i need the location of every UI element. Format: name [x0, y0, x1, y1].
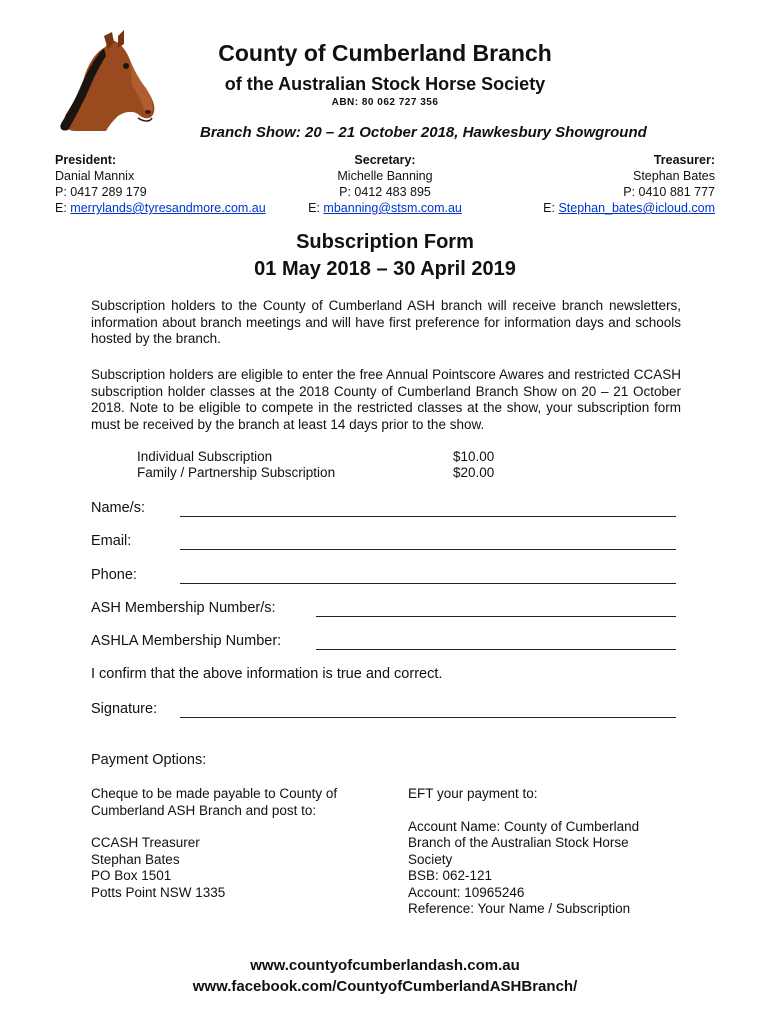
footer-facebook[interactable]: www.facebook.com/CountyofCumberlandASHBranch/ — [192, 978, 578, 995]
intro-paragraph-2: Subscription holders are eligible to enter the free Annual Pointscore Awares and restricted CCASH subscription holder classes at the 2018 County of Cumberland Branch Show on 20 – 21 October 2018. Note to be eligible to compete in the restricted classes at the show, your subscription form must be received by the branch at least 14 days prior to the show. — [91, 367, 681, 432]
footer-website[interactable]: www.countyofcumberlandash.com.au — [250, 957, 520, 974]
secretary-phone: P: 0412 483 895 — [339, 185, 431, 199]
cheque-address-line: PO Box 1501 — [91, 868, 172, 883]
eft-detail-line: BSB: 062-121 — [408, 868, 493, 883]
eft-detail-line: Reference: Your Name / Subscription — [408, 901, 631, 916]
eft-column — [408, 786, 668, 918]
signature-label: Signature: — [91, 701, 158, 717]
president-block — [55, 152, 266, 216]
eft-detail-line: Account Name: County of Cumberland — [408, 818, 640, 834]
payment-options-heading: Payment Options: — [91, 752, 207, 768]
price-amount-individual: $10.00 — [453, 449, 495, 464]
treasurer-role: Treasurer: — [653, 153, 715, 167]
form-title: Subscription Form — [296, 231, 474, 253]
phone-label: Phone: — [91, 567, 137, 583]
cheque-address-line: Potts Point NSW 1335 — [91, 884, 226, 900]
eft-detail-line: Society — [408, 851, 453, 867]
president-role: President: — [55, 153, 117, 167]
branch-show-heading: Branch Show: 20 – 21 October 2018, Hawkesbury Showground — [200, 124, 647, 141]
treasurer-email-prefix: E: — [543, 201, 559, 215]
price-label-individual: Individual Subscription — [137, 449, 273, 464]
names-input-line[interactable] — [180, 516, 676, 517]
ash-number-input-line[interactable] — [316, 616, 676, 617]
president-phone: P: 0417 289 179 — [55, 185, 147, 199]
treasurer-name: Stephan Bates — [632, 169, 715, 183]
email-input-line[interactable] — [180, 549, 676, 550]
confirm-statement: I confirm that the above information is true and correct. — [91, 666, 443, 682]
abn-number: ABN: 80 062 727 356 — [331, 97, 439, 108]
form-period: 01 May 2018 – 30 April 2019 — [254, 258, 516, 280]
price-label-family: Family / Partnership Subscription — [137, 465, 336, 480]
intro-paragraph-1: Subscription holders to the County of Cumberland ASH branch will receive branch newsletters, information about branch meetings and will have first preference for information days and schools hosted by the branch. — [91, 298, 681, 346]
ash-number-label: ASH Membership Number/s: — [91, 600, 276, 616]
branch-title: County of Cumberland Branch — [218, 40, 552, 66]
secretary-name: Michelle Banning — [337, 169, 433, 183]
president-email-link[interactable]: merrylands@tyresandmore.com.au — [70, 201, 266, 215]
price-amount-family: $20.00 — [453, 465, 495, 480]
president-name: Danial Mannix — [55, 169, 135, 183]
cheque-address-line: Stephan Bates — [91, 851, 180, 867]
eft-detail-line: Branch of the Australian Stock Horse — [408, 835, 629, 850]
secretary-block — [285, 152, 485, 216]
secretary-email-prefix: E: — [308, 201, 324, 215]
cheque-address-line: CCASH Treasurer — [91, 835, 200, 850]
form-title-block — [0, 229, 770, 283]
signature-input-line[interactable] — [180, 717, 676, 718]
treasurer-block — [543, 152, 715, 216]
cheque-intro-line-1: Cheque to be made payable to County of — [91, 786, 338, 801]
names-label: Name/s: — [91, 500, 145, 516]
treasurer-phone: P: 0410 881 777 — [623, 185, 715, 199]
cheque-intro-line-2: Cumberland ASH Branch and post to: — [91, 802, 317, 818]
email-label: Email: — [91, 533, 132, 549]
secretary-role: Secretary: — [354, 153, 416, 167]
treasurer-email-link[interactable]: Stephan_bates@icloud.com — [558, 201, 715, 215]
society-subtitle: of the Australian Stock Horse Society — [224, 74, 546, 94]
eft-intro: EFT your payment to: — [408, 786, 538, 801]
secretary-email-link[interactable]: mbanning@stsm.com.au — [323, 201, 462, 215]
eft-detail-line: Account: 10965246 — [408, 884, 525, 900]
president-email-prefix: E: — [55, 201, 71, 215]
ashla-number-input-line[interactable] — [316, 649, 676, 650]
phone-input-line[interactable] — [180, 583, 676, 584]
ashla-number-label: ASHLA Membership Number: — [91, 633, 282, 649]
cheque-column — [91, 786, 371, 901]
